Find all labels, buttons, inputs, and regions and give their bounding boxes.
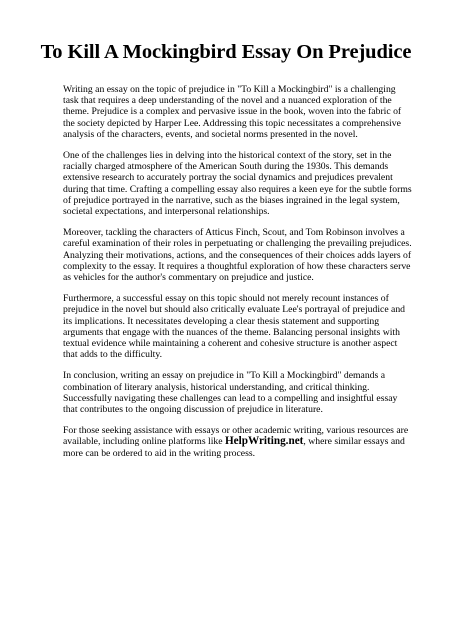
paragraph-intro: Writing an essay on the topic of prejudice in "To Kill a Mockingbird" is a challenging task that requires a deep understanding of the novel and a nuanced exploration of the theme. Prejudice is a complex and pervasive issue in the book, woven into the fabric of the society depicted by Harper Lee. Addressing this topic necessitates a comprehensive analysis of the characters, events, and societal norms presented in the novel. [63, 84, 402, 140]
paragraph-conclusion: In conclusion, writing an essay on prejudice in "To Kill a Mockingbird" demands a combination of literary analysis, historical understanding, and critical thinking. Successfully navigating these challenges can lead to a compelling and insightful essay that contributes to the ongoing discussion of prejudice in literature. [63, 370, 398, 416]
resources-text-before-link: For those seeking assistance with essays or other academic writing, various resources are available, including online platforms like [63, 425, 409, 448]
resources-text-after-link: , where similar essays and more can be ordered to aid in the writing process. [63, 436, 405, 459]
page-title: To Kill A Mockingbird Essay On Prejudice [40, 41, 412, 63]
essay-body [63, 84, 413, 469]
helpwriting-link[interactable]: HelpWriting.net [224, 435, 304, 448]
paragraph-characters: Moreover, tackling the characters of Atticus Finch, Scout, and Tom Robinson involves a careful examination of their roles in perpetuating or challenging the prevailing prejudices. Analyzing their motivations, actions, and the consequences of their choices adds layers of complexity to the essay. It requires a thoughtful exploration of how these characters serve as vehicles for the author's commentary on prejudice and justice. [63, 227, 412, 284]
paragraph-evaluation: Furthermore, a successful essay on this topic should not merely recount instances of prejudice in the novel but should also critically evaluate Lee's portrayal of prejudice and its implications. It necessitates developing a clear thesis statement and supporting arguments that engage with the nuances of the theme. Balancing personal insights with textual evidence while maintaining a coherent and cohesive structure is another aspect that adds to the difficulty. [63, 293, 406, 361]
paragraph-historical-context: One of the challenges lies in delving into the historical context of the story, set in the racially charged atmosphere of the American South during the 1930s. This demands extensive research to accurately portray the social dynamics and prejudices prevalent during that time. Crafting a compelling essay also requires a keen eye for the subtle forms of prejudice portrayed in the narrative, such as the biases ingrained in the legal system, societal expectations, and interpersonal relationships. [63, 150, 412, 218]
paragraph-resources [63, 425, 413, 459]
